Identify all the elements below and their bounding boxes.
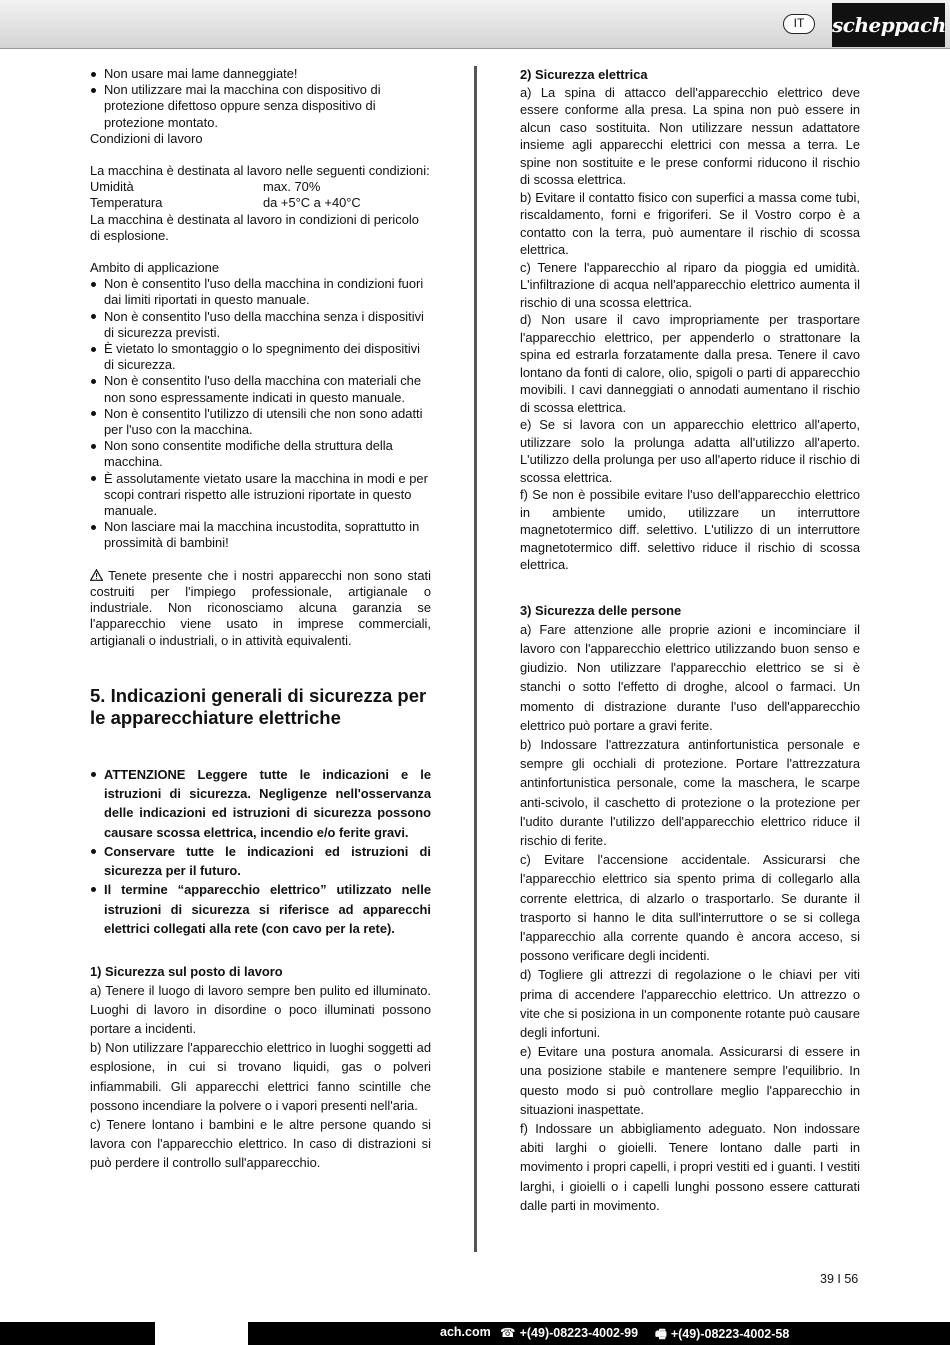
workplace-safety-body (90, 981, 431, 1173)
scope-heading: Ambito di applicazione (90, 260, 219, 276)
warning-text: Tenete presente che i nostri apparecchi non sono stati costruiti per l'impiego professionale, artigianale o industriale. Non riconosciamo alcuna garanzia se l'apparecchio viene usato in imprese commerciali, artigianali o industriali, o in attività equivalenti. (90, 567, 431, 648)
list-item: ATTENZIONE Leggere tutte le indicazioni e le istruzioni di sicurezza. Negligenze nell'osservanza delle indicazioni ed istruzioni di sicurezza possono causare scossa elettrica, incendio e/o ferite gravi. (90, 765, 431, 842)
conditions-note: La macchina è destinata al lavoro in condizioni di pericolo di esplosione. (90, 211, 419, 243)
phone-number: +(49)-08223-4002-99 (519, 1326, 639, 1340)
personal-safety-body (520, 620, 860, 1215)
warning-paragraph (90, 568, 431, 649)
phone-icon: ☎ (500, 1326, 516, 1340)
list-item: Non è consentito l'uso della macchina con materiali che non sono espressamente indicati in questo manuale. (90, 373, 431, 405)
paragraph: b) Evitare il contatto fisico con superfici a massa come tubi, riscaldamento, forni e frigoriferi. Se il Vostro corpo è a contatto con la terra, può aumentare il rischio di scossa elettrica. (520, 189, 860, 257)
humidity-label: Umidità (90, 179, 134, 195)
paragraph: c) Tenere l'apparecchio al riparo da pioggia ed umidità. L'infiltrazione di acqua nell'apparecchio elettrico aumenta il rischio di una scossa elettrica. (520, 259, 860, 310)
list-item: Conservare tutte le indicazioni ed istruzioni di sicurezza per il futuro. (90, 842, 431, 881)
footer-fax (655, 1325, 789, 1345)
paragraph: c) Evitare l'accensione accidentale. Assicurarsi che l'apparecchio elettrico sia spento prima di collegarlo alla corrente elettrica, di alzarlo o trasportarlo. Se durante il trasporto si hanno le dita sull'interruttore o se si collega l'apparecchio alla corrente quando è ancora acceso, si possono verificare degli incidenti. (520, 852, 860, 964)
electrical-safety-heading: 2) Sicurezza elettrica (520, 67, 648, 82)
attention-bullet-list (90, 765, 431, 939)
electrical-safety-body (520, 84, 860, 574)
temperature-label: Temperatura (90, 195, 163, 211)
brand-logo: scheppach (832, 3, 945, 47)
language-badge: IT (783, 14, 815, 34)
fax-number: +(49)-08223-4002-58 (670, 1327, 790, 1341)
temperature-value: da +5°C a +40°C (263, 195, 361, 211)
paragraph: b) Indossare l'attrezzatura antinfortunistica personale e sempre gli occhiali di protezione. Portare l'attrezzatura antinfortunistica personale, come la maschera, le scarpe anti-scivolo, il caschetto di protezione o la protezione per l'udito durante l'utilizzo dell'apparecchio elettrico riduce il rischio di ferite. (520, 736, 860, 848)
humidity-row (90, 179, 431, 195)
humidity-value: max. 70% (263, 179, 321, 195)
warning-triangle-icon (90, 569, 103, 581)
list-item: Non è consentito l'uso della macchina senza i dispositivi di sicurezza previsti. (90, 309, 431, 341)
paragraph: c) Tenere lontano i bambini e le altre persone quando si lavora con l'apparecchio elettrico. In caso di distrazioni si può perdere il controllo sull'apparecchio. (90, 1117, 431, 1171)
paragraph: d) Non usare il cavo impropriamente per trasportare l'apparecchio elettrico, per appenderlo o strattonare la spina ed estrarla forzatamente dalla presa. Tenere il cavo lontano da fonti di calore, olio, spigoli o parti di apparecchio movibili. I cavi danneggiati o annodati aumentano il rischio di scossa elettrica. (520, 312, 860, 415)
paragraph: e) Evitare una postura anomala. Assicurarsi di essere in una posizione stabile e mantenere sempre l'equilibrio. In questo modo si può controllare meglio l'apparecchio in situazioni inaspettate. (520, 1044, 860, 1117)
footer-phone (500, 1325, 638, 1340)
list-item: Non usare mai lame danneggiate! (90, 66, 431, 82)
paragraph: a) La spina di attacco dell'apparecchio elettrico deve essere conforme alla presa. La spina non può essere in alcun caso sostituita. Non utilizzare nessun adattatore insieme agli apparecchi elettrici con messa a terra. Le spine non sostituite e le prese conformi riducono il rischio di scossa elettrica. (520, 84, 860, 187)
temperature-row (90, 195, 431, 211)
personal-safety-heading: 3) Sicurezza delle persone (520, 602, 682, 618)
fax-icon: 🖷 (655, 1327, 667, 1341)
bullet-list-blades (90, 66, 431, 131)
list-item: Non sono consentite modifiche della struttura della macchina. (90, 438, 431, 470)
paragraph: d) Togliere gli attrezzi di regolazione o le chiavi per viti prima di accendere l'apparecchio elettrico. Un attrezzo o vite che si posiziona in un componente rotante può causare degli infortuni. (520, 967, 860, 1040)
paragraph: f) Se non è possibile evitare l'uso dell'apparecchio elettrico in ambiente umido, utilizzare un interruttore magnetotermico diff. selettivo. L'utilizzo di un interruttore magnetotermico diff. selettivo riduce il rischio di scossa elettrica. (520, 487, 860, 572)
list-item: Non lasciare mai la macchina incustodita, soprattutto in prossimità di bambini! (90, 519, 431, 551)
list-item: È vietato lo smontaggio o lo spegnimento dei dispositivi di sicurezza. (90, 341, 431, 373)
paragraph: b) Non utilizzare l'apparecchio elettrico in luoghi soggetti ad esplosione, in cui si trovano liquidi, gas o polveri infiammabili. Gli apparecchi elettrici fanno scintille che possono incendiare la polvere o i vapori presenti nell'aria. (90, 1040, 431, 1113)
left-column (90, 66, 431, 1173)
page-number: 39 I 56 (820, 1272, 859, 1286)
footer-white-block (155, 1322, 248, 1345)
list-item: Non utilizzare mai la macchina con dispositivo di protezione difettoso oppure senza dispositivo di protezione montato. (90, 82, 431, 131)
column-divider (474, 66, 477, 1252)
paragraph: e) Se si lavora con un apparecchio elettrico all'aperto, utilizzare solo la prolunga adatta all'utilizzo all'aperto. L'utilizzo della prolunga per uso all'aperto riduce il rischio di scossa elettrica. (520, 417, 860, 485)
paragraph: a) Tenere il luogo di lavoro sempre ben pulito ed illuminato. Luoghi di lavoro in disordine o poco illuminati possono portare a incidenti. (90, 982, 431, 1036)
paragraph: a) Fare attenzione alle proprie azioni e incominciare il lavoro con l'apparecchio elettrico utilizzando buon senso e giudizio. Non utilizzare l'apparecchio elettrico se si è stanchi o sotto l'effetto di droghe, alcool o farmaci. Un momento di distrazione durante l'uso dell'apparecchio elettrico può portare a gravi ferite. (520, 621, 860, 733)
section-title: 5. Indicazioni generali di sicurezza per le apparecchiature elettriche (90, 684, 427, 728)
footer-website[interactable]: ach.com (440, 1325, 491, 1339)
footer-bar (0, 1322, 950, 1345)
workplace-safety-heading: 1) Sicurezza sul posto di lavoro (90, 964, 283, 980)
list-item: È assolutamente vietato usare la macchina in modi e per scopi contrari rispetto alle istruzioni riportate in questo manuale. (90, 471, 431, 520)
scope-bullet-list (90, 276, 431, 551)
conditions-intro: La macchina è destinata al lavoro nelle seguenti condizioni: (90, 163, 430, 179)
paragraph: f) Indossare un abbigliamento adeguato. Non indossare abiti larghi o gioielli. Tenere lontano dalle parti in movimento i propri capelli, i propri vestiti ed i guanti. I vestiti larghi, i gioielli o i capelli lunghi possono essere catturati dalle parti in movimento. (520, 1120, 860, 1213)
list-item: Non è consentito l'utilizzo di utensili che non sono adatti per l'uso con la macchina. (90, 406, 431, 438)
conditions-heading: Condizioni di lavoro (90, 130, 203, 146)
right-column (520, 66, 860, 1215)
list-item: Il termine “apparecchio elettrico” utilizzato nelle istruzioni di sicurezza si riferisce ad apparecchi elettrici collegati alla rete (con cavo per la rete). (90, 880, 431, 938)
list-item: Non è consentito l'uso della macchina in condizioni fuori dai limiti riportati in questo manuale. (90, 276, 431, 308)
